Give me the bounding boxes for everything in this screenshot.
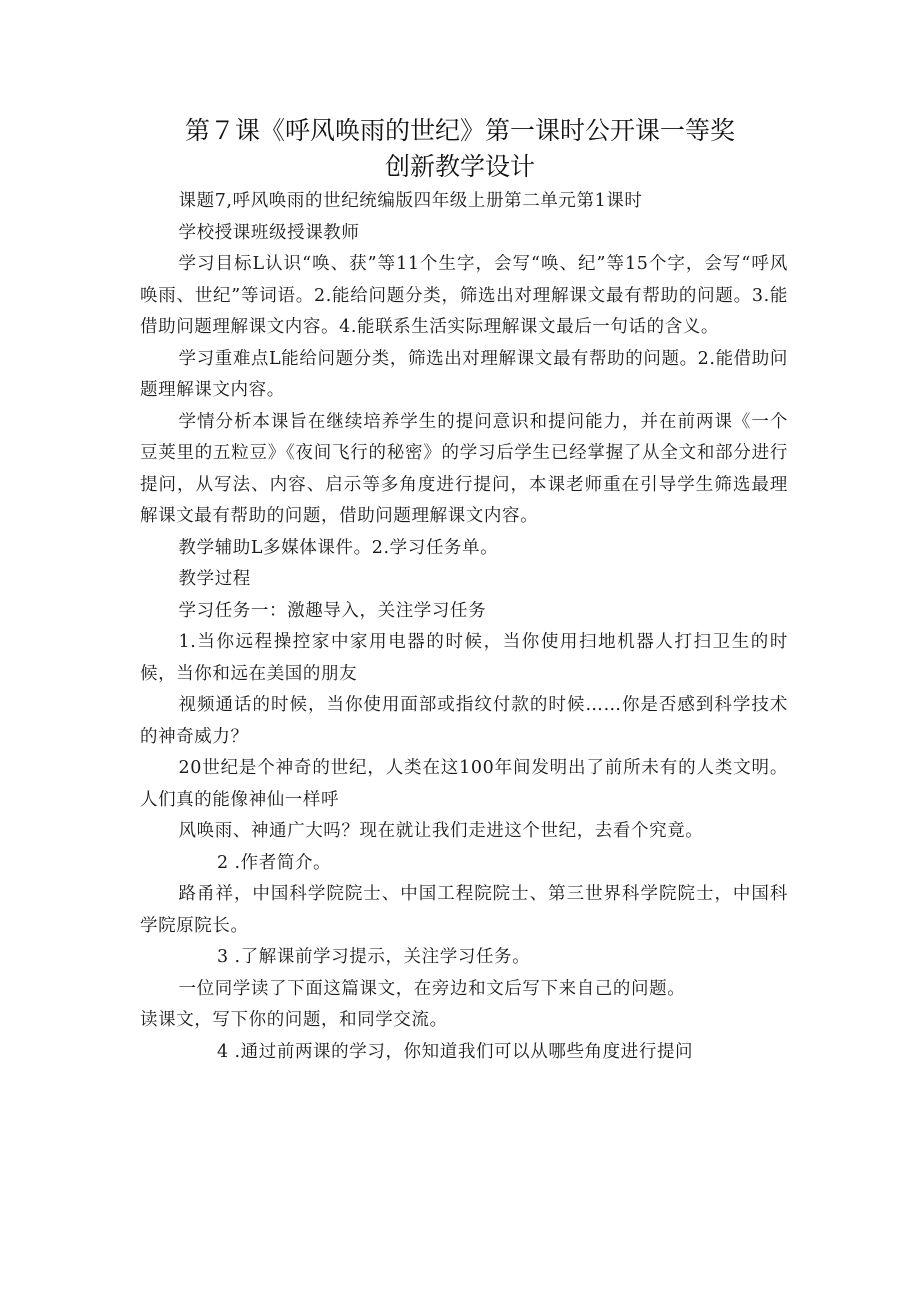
paragraph-item-3 xyxy=(140,942,788,974)
paragraph-classmate-note: 一位同学读了下面这篇课文，在旁边和文后写下来自己的问题。 xyxy=(178,978,686,999)
document-body xyxy=(140,186,788,1068)
paragraph-task-one: 学习任务一：激趣导入，关注学习任务 xyxy=(178,600,487,621)
paragraph-item-1b: 视频通话的时候，当你使用面部或指纹付款的时候……你是否感到科学技术的神奇威力？ xyxy=(140,695,788,747)
paragraph-item-2 xyxy=(140,848,788,880)
paragraph-student-analysis: 学情分析本课旨在继续培养学生的提问意识和提问能力，并在前两课《一个豆荚里的五粒豆》《夜间飞行的秘密》的学习后学生已经掌握了从全文和部分进行提问，从写法、内容、启示等多角度进行提问，本课老师重在引导学生筛选最理解课文最有帮助的问题，借助问题理解课文内容。 xyxy=(140,411,788,526)
paragraph-teaching-process: 教学过程 xyxy=(178,569,251,589)
document-title-line-2: 创新教学设计 xyxy=(384,152,535,181)
item-text-3: .了解课前学习提示，关注学习任务。 xyxy=(234,947,531,967)
item-text-2: .作者简介。 xyxy=(234,852,332,873)
item-number-2: 2 xyxy=(217,852,229,873)
paragraph-teaching-aids: 教学辅助L多媒体课件。2.学习任务单。 xyxy=(178,537,499,558)
paragraph-item-1a: 1.当你远程操控家中家用电器的时候，当你使用扫地机器人打扫卫生的时候，当你和远在美国的朋友 xyxy=(140,632,788,684)
paragraph-learning-goals: 学习目标L认识“唤、获”等11个生字，会写“唤、纪”等15个字，会写“呼风唤雨、世纪”等词语。2.能给问题分类，筛选出对理解课文最有帮助的问题。3.能借助问题理解课文内容。4.能联系生活实际理解课文最后一句话的含义。 xyxy=(140,254,788,337)
paragraph-class-info: 学校授课班级授课教师 xyxy=(178,222,360,243)
item-number-4: 4 xyxy=(217,1041,229,1062)
paragraph-lesson-topic: 课题7,呼风唤雨的世纪统编版四年级上册第二单元第1课时 xyxy=(178,191,643,211)
paragraph-author-bio: 路甬祥，中国科学院院士、中国工程院院士、第三世界科学院院士，中国科学院原院长。 xyxy=(140,884,788,936)
item-number-3: 3 xyxy=(217,947,229,967)
paragraph-key-points: 学习重难点L能给问题分类，筛选出对理解课文最有帮助的问题。2.能借助问题理解课文内容。 xyxy=(140,348,788,400)
item-text-4: .通过前两课的学习，你知道我们可以从哪些角度进行提问 xyxy=(234,1041,694,1062)
paragraph-century-b: 风唤雨、神通广大吗？现在就让我们走进这个世纪，去看个究竟。 xyxy=(178,821,704,841)
document-title-line-1: 第７课《呼风唤雨的世纪》第一课时公开课一等奖 xyxy=(184,116,735,145)
paragraph-item-4 xyxy=(140,1037,788,1069)
paragraph-century-a: 20世纪是个神奇的世纪，人类在这100年间发明出了前所未有的人类文明。人们真的能像神仙一样呼 xyxy=(140,758,788,810)
paragraph-read-text: 读课文，写下你的问题，和同学交流。 xyxy=(140,1010,448,1030)
